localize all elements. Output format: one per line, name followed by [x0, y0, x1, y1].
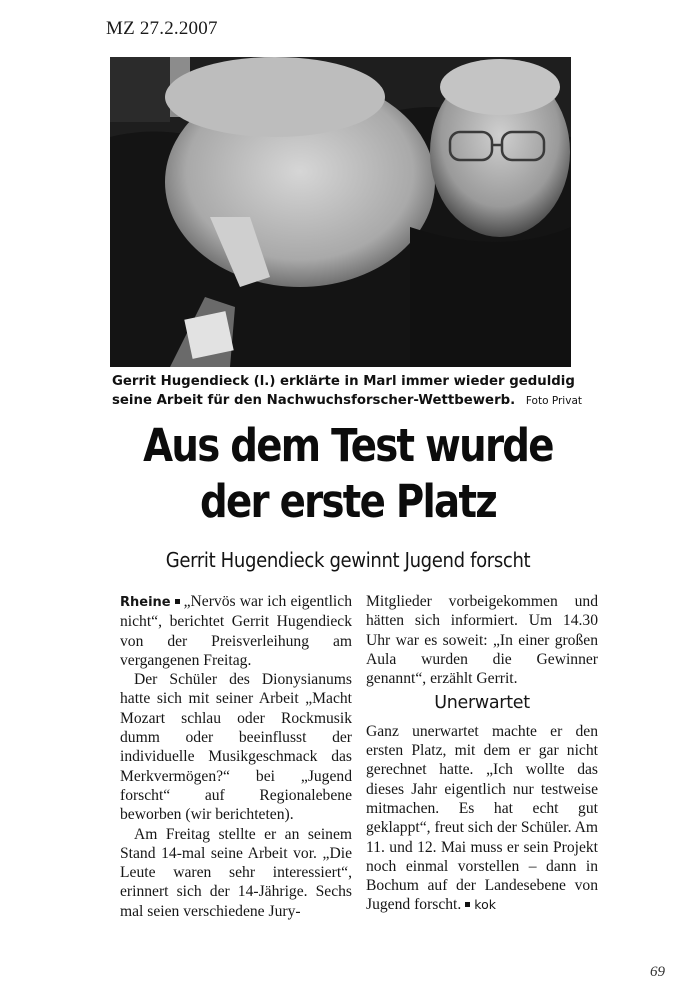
source-date-line: MZ 27.2.2007 [106, 18, 218, 39]
article-paragraph: Am Freitag stellte er an seinem Stand 14-mal seine Arbeit vor. „Die Leute waren sehr interessiert“, erinnert sich der 14-Jährige. Sechs mal seien verschiedene Jury- [120, 825, 352, 920]
subheadline: Gerrit Hugendieck gewinnt Jugend forscht [165, 548, 531, 572]
dateline: Rheine [120, 595, 171, 610]
article-column-1 [120, 592, 352, 921]
author-initials: kok [474, 897, 496, 913]
photo-caption [112, 372, 582, 411]
bullet-square-icon [175, 599, 180, 604]
article-photo [110, 57, 571, 367]
headline-line-2: der erste Platz [199, 475, 497, 528]
article-paragraph: Ganz unerwartet machte er den ersten Platz, mit dem er gar nicht gerechnet hatte. „Ich wollte das dieses Jahr eigentlich nur testweise mitmachen. Es hat echt gut geklappt“, freut sich der Schüler. Am 11. und 12. Mai muss er sein Projekt noch einmal vorstellen – dann in Bochum auf der Landesebene von Jugend forscht. kok [366, 722, 598, 914]
headline-line-1: Aus dem Test wurde [143, 419, 553, 472]
article-paragraph: Der Schüler des Dionysianums hatte sich mit seiner Arbeit „Macht Mozart schlau oder Rockmusik dumm oder beeinflusst der individuelle Musikgeschmack das Merkvermögen?“ bei „Jugend forscht“ auf Regionalebene beworben (wir berichteten). [120, 671, 352, 824]
article-column-2 [366, 592, 598, 915]
photo-illustration [110, 57, 571, 367]
photo-credit: Foto Privat [525, 395, 582, 407]
page-number: 69 [650, 964, 665, 980]
article-paragraph: Mitglieder vorbeigekommen und hätten sich informiert. Um 14.30 Uhr war es soweit: „In einer großen Aula wurden die Gewinner genannt“, erzählt Gerrit. [366, 593, 598, 688]
section-heading: Unerwartet [434, 693, 530, 714]
caption-text: Gerrit Hugendieck (l.) erklärte in Marl immer wieder geduldig seine Arbeit für den Nachwuchsforscher-Wettbewerb. [112, 374, 575, 408]
bullet-square-icon [465, 902, 470, 907]
article-paragraph: Rheine „Nervös war ich eigentlich nicht“, berichtet Gerrit Hugendieck von der Preisverleihung am vergangenen Freitag. [120, 593, 352, 669]
headline [135, 418, 562, 530]
